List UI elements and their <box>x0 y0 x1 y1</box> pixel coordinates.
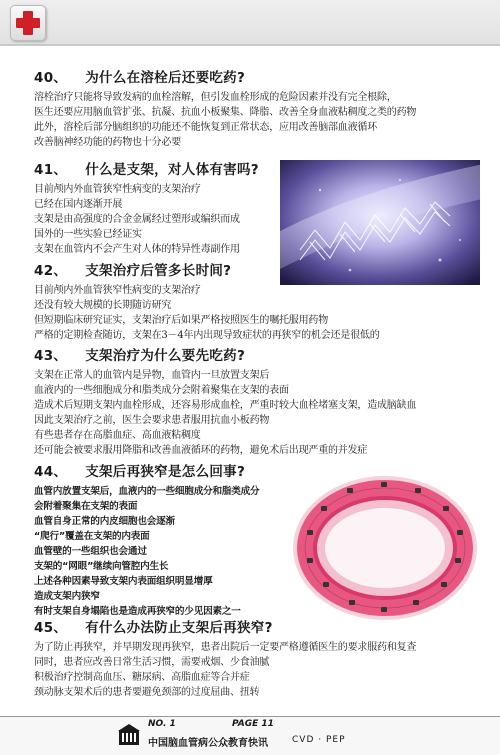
answer-line: 造成支架内狭窄 <box>34 591 100 602</box>
answer-line: 为了防止再狭窄，并早期发现再狭窄，患者出院后一定要严格遵循医生的要求服药和复查 <box>34 642 417 653</box>
answer-line: 还可能会被要求服用降脂和改善血液循环的药物，避免术后出现严重的并发症 <box>34 445 368 456</box>
question-43 <box>34 346 416 458</box>
question-title: 40、 为什么在溶栓后还要吃药? <box>34 70 246 86</box>
answer-line: 严格的定期检查随访，支架在3－4年内出现导致症状的再狭窄的机会还是很低的 <box>34 330 380 341</box>
answer-text <box>34 182 259 257</box>
question-title: 43、 支架治疗为什么要先吃药? <box>34 348 246 364</box>
question-title: 45、 有什么办法防止支架后再狭窄? <box>34 620 273 636</box>
answer-line: 血液内的一些细胞成分和脂类成分会附着聚集在支架的表面 <box>34 385 289 396</box>
answer-line: 颈动脉支架术后的患者要避免颈部的过度屈曲、扭转 <box>34 687 260 698</box>
footer-divider <box>0 716 500 717</box>
stent-illustration <box>280 160 480 285</box>
answer-text <box>34 368 416 458</box>
answer-line: 积极治疗控制高血压、糖尿病、高脂血症等合并症 <box>34 672 250 683</box>
answer-line: 但短期临床研究证实，支架治疗后如果严格按照医生的嘱托服用药物 <box>34 315 328 326</box>
answer-line: 上述各种因素导致支架内表面组织明显增厚 <box>34 576 213 587</box>
answer-line: 血管壁的一些组织也会通过 <box>34 546 147 557</box>
answer-line: 已经在国内逐渐开展 <box>34 199 123 210</box>
answer-line: 支架在血管内不会产生对人体的特异性毒副作用 <box>34 244 240 255</box>
answer-line: 目前颅内外血管狭窄性病变的支架治疗 <box>34 285 201 296</box>
answer-line: 支架是由高强度的合金金属经过塑形或编织而成 <box>34 214 240 225</box>
hospital-building-icon <box>118 724 140 746</box>
question-title: 44、 支架后再狭窄是怎么回事? <box>34 464 246 480</box>
answer-line: 血管内放置支架后，血液内的一些细胞成分和脂类成分 <box>34 486 260 497</box>
answer-line: 同时，患者应改善日常生活习惯，需要戒烟、少食油腻 <box>34 657 270 668</box>
answer-line: 有些患者存在高脂血症、高血液粘稠度 <box>34 430 201 441</box>
answer-line: 此外，溶栓后部分脑组织的功能还不能恢复到正常状态，应用改善脑部血液循环 <box>34 122 377 133</box>
answer-text <box>34 283 380 343</box>
question-41 <box>34 160 259 257</box>
answer-text <box>34 90 416 150</box>
question-title: 41、 什么是支架，对人体有害吗? <box>34 162 259 178</box>
answer-line: 有时支架自身塌陷也是造成再狭窄的少见因素之一 <box>34 606 241 617</box>
restenosis-illustration <box>285 468 485 628</box>
answer-line: 国外的一些实验已经证实 <box>34 229 142 240</box>
answer-line: 医生还要应用脑血管扩张、抗凝、抗血小板聚集、降脂、改善全身血液粘稠度之类的药物 <box>34 107 417 118</box>
question-44 <box>34 462 259 619</box>
answer-line: 目前颅内外血管狭窄性病变的支架治疗 <box>34 184 201 195</box>
red-cross-logo-icon <box>10 5 46 41</box>
answer-line: 会附着聚集在支架的表面 <box>34 501 138 512</box>
issue-number: NO. 1 <box>148 719 176 729</box>
answer-line: 血管自身正常的内皮细胞也会逐渐 <box>34 516 175 527</box>
question-45 <box>34 618 416 700</box>
answer-text <box>34 640 416 700</box>
question-title: 42、 支架治疗后管多长时间? <box>34 263 232 279</box>
answer-line: “爬行”覆盖在支架的内表面 <box>34 531 150 542</box>
answer-line: 溶栓治疗只能将导致发病的血栓溶解，但引发血栓形成的危险因素并没有完全根除， <box>34 92 397 103</box>
question-40 <box>34 68 416 150</box>
publication-code: CVD · PEP <box>292 735 346 745</box>
answer-line: 还没有较大规模的长期随访研究 <box>34 300 172 311</box>
answer-line: 改善脑神经功能的药物也十分必要 <box>34 137 181 148</box>
answer-line: 支架的“网眼”继续向管腔内生长 <box>34 561 169 572</box>
answer-line: 支架在正常人的血管内是异物，血管内一旦放置支架后 <box>34 370 270 381</box>
publication-title: 中国脑血管病公众教育快讯 <box>148 738 268 749</box>
answer-line: 造成术后短期支架内血栓形成，还容易形成血栓，严重时较大血栓堵塞支架，造成脑缺血 <box>34 400 417 411</box>
page-number: PAGE 11 <box>232 719 274 729</box>
header-bar <box>0 0 500 46</box>
answer-text <box>34 484 259 619</box>
answer-line: 因此支架治疗之前，医生会要求患者服用抗血小板药物 <box>34 415 270 426</box>
